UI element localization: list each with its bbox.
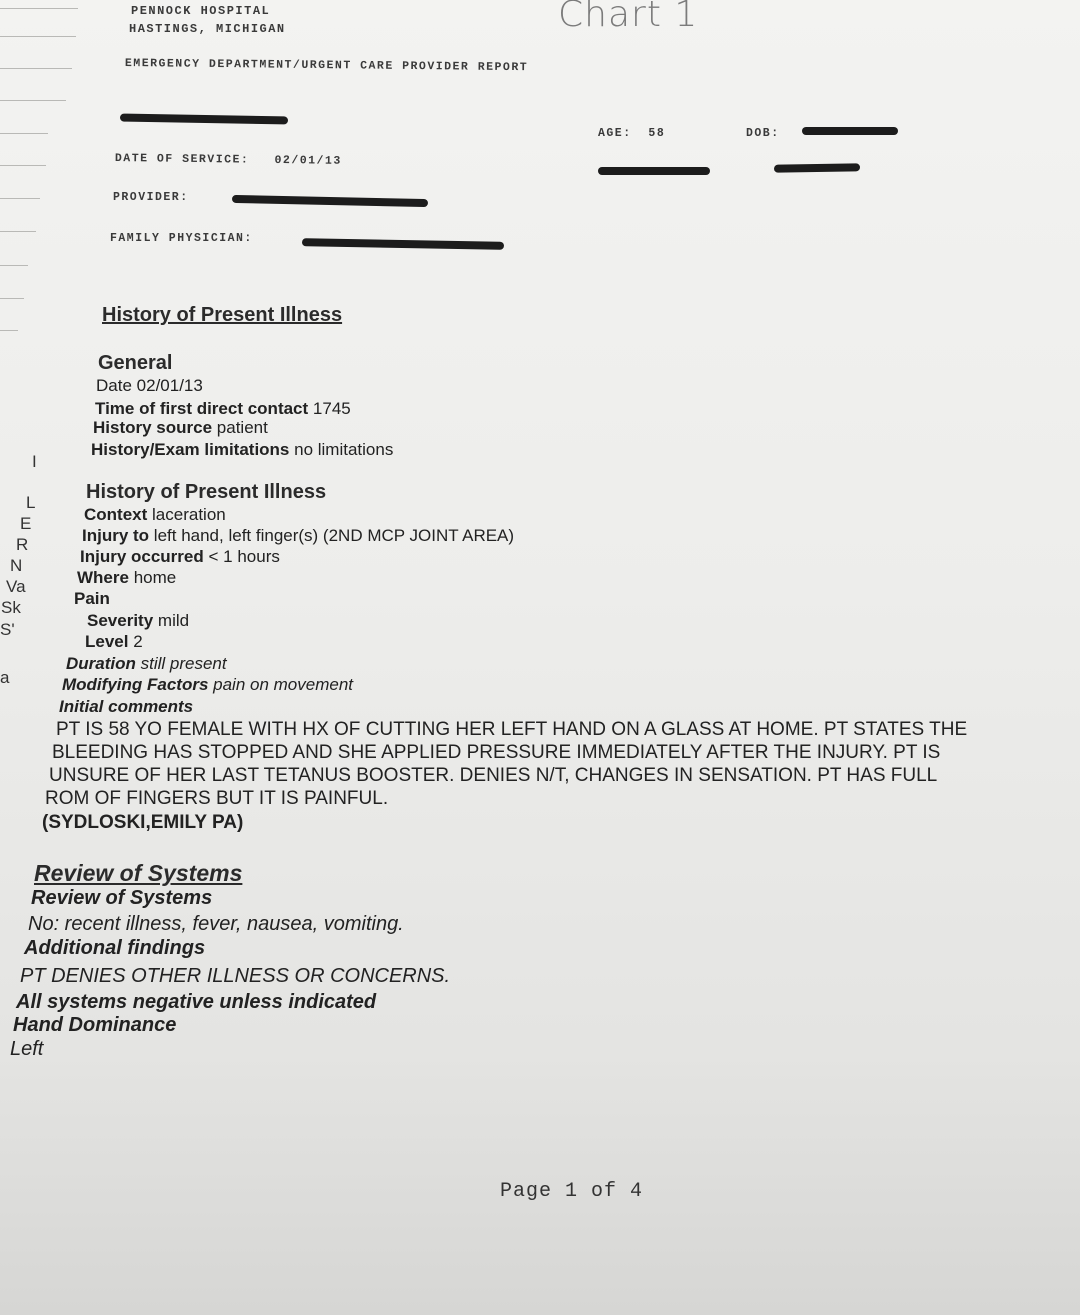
age-label: AGE: 58 bbox=[598, 127, 666, 140]
margin-letter: Sk bbox=[1, 598, 21, 617]
hpi-history-source: History source patient bbox=[93, 418, 268, 437]
redacted-patient-name bbox=[120, 114, 288, 125]
hand-dominance-label: Hand Dominance bbox=[13, 1014, 177, 1036]
hpi-pain: Pain bbox=[74, 589, 110, 608]
general-title: General bbox=[98, 352, 173, 374]
paper-stack-edges bbox=[0, 0, 80, 340]
hpi-comment-line: UNSURE OF HER LAST TETANUS BOOSTER. DENIES N/T, CHANGES IN SENSATION. PT HAS FULL bbox=[49, 765, 938, 786]
hpi-occurred: Injury occurred < 1 hours bbox=[80, 547, 280, 566]
hpi-severity: Severity mild bbox=[87, 611, 190, 630]
hpi-section-title: History of Present Illness bbox=[102, 304, 343, 326]
redacted-provider bbox=[232, 195, 428, 207]
report-title: EMERGENCY DEPARTMENT/URGENT CARE PROVIDER REPORT bbox=[124, 57, 529, 75]
redacted-field bbox=[598, 167, 710, 175]
hpi-comment-line: BLEEDING HAS STOPPED AND SHE APPLIED PRESSURE IMMEDIATELY AFTER THE INJURY. PT IS bbox=[52, 742, 941, 763]
margin-letter: a bbox=[0, 668, 10, 687]
page-number: Page 1 of 4 bbox=[500, 1180, 644, 1203]
hpi-comment-line: ROM OF FINGERS BUT IT IS PAINFUL. bbox=[45, 788, 389, 809]
margin-letter: E bbox=[20, 514, 32, 533]
margin-letter: S' bbox=[0, 620, 15, 639]
hpi-comments-label: Initial comments bbox=[59, 697, 194, 716]
hpi-injury: Injury to left hand, left finger(s) (2ND MCP JOINT AREA) bbox=[82, 526, 515, 545]
provider-label: PROVIDER: bbox=[113, 191, 189, 204]
ros-all-negative: All systems negative unless indicated bbox=[16, 991, 377, 1013]
margin-letter: I bbox=[32, 452, 37, 471]
margin-letter: L bbox=[26, 493, 36, 512]
hpi-duration: Duration still present bbox=[66, 654, 227, 673]
hpi-limitations: History/Exam limitations no limitations bbox=[91, 440, 394, 459]
ros-subtitle: Review of Systems bbox=[31, 887, 213, 909]
ros-additional-value: PT DENIES OTHER ILLNESS OR CONCERNS. bbox=[20, 965, 451, 987]
hospital-name: PENNOCK HOSPITAL bbox=[131, 4, 271, 18]
margin-letter: R bbox=[16, 535, 29, 554]
hpi-first-contact: Time of first direct contact 1745 bbox=[95, 399, 351, 418]
hand-dominance-value: Left bbox=[10, 1038, 44, 1060]
family-physician-label: FAMILY PHYSICIAN: bbox=[110, 232, 253, 245]
hpi-comment-line: PT IS 58 YO FEMALE WITH HX OF CUTTING HER LEFT HAND ON A GLASS AT HOME. PT STATES THE bbox=[56, 719, 968, 740]
age-value: 58 bbox=[648, 127, 666, 140]
handwritten-chart-note: Chart 1 bbox=[558, 0, 699, 35]
hpi-date: Date 02/01/13 bbox=[96, 376, 203, 395]
redacted-family-physician bbox=[302, 238, 504, 250]
redacted-dob bbox=[802, 127, 898, 135]
ros-section-title: Review of Systems bbox=[34, 860, 243, 886]
hpi-where: Where home bbox=[77, 568, 177, 587]
hpi-modifying: Modifying Factors pain on movement bbox=[62, 675, 354, 694]
redacted-field bbox=[774, 163, 860, 172]
dob-label: DOB: bbox=[746, 127, 780, 140]
date-of-service: DATE OF SERVICE: 02/01/13 bbox=[114, 152, 342, 168]
hpi-comment-author: (SYDLOSKI,EMILY PA) bbox=[42, 812, 244, 833]
hpi-detail-title: History of Present Illness bbox=[86, 481, 327, 503]
date-of-service-value: 02/01/13 bbox=[274, 153, 342, 168]
margin-letter: N bbox=[10, 556, 23, 575]
hpi-level: Level 2 bbox=[85, 632, 143, 651]
ros-additional-label: Additional findings bbox=[24, 937, 206, 959]
margin-letter: Va bbox=[6, 577, 26, 596]
ros-negatives: No: recent illness, fever, nausea, vomiting. bbox=[28, 913, 404, 935]
hospital-city: HASTINGS, MICHIGAN bbox=[129, 22, 286, 36]
hpi-context: Context laceration bbox=[84, 505, 226, 524]
